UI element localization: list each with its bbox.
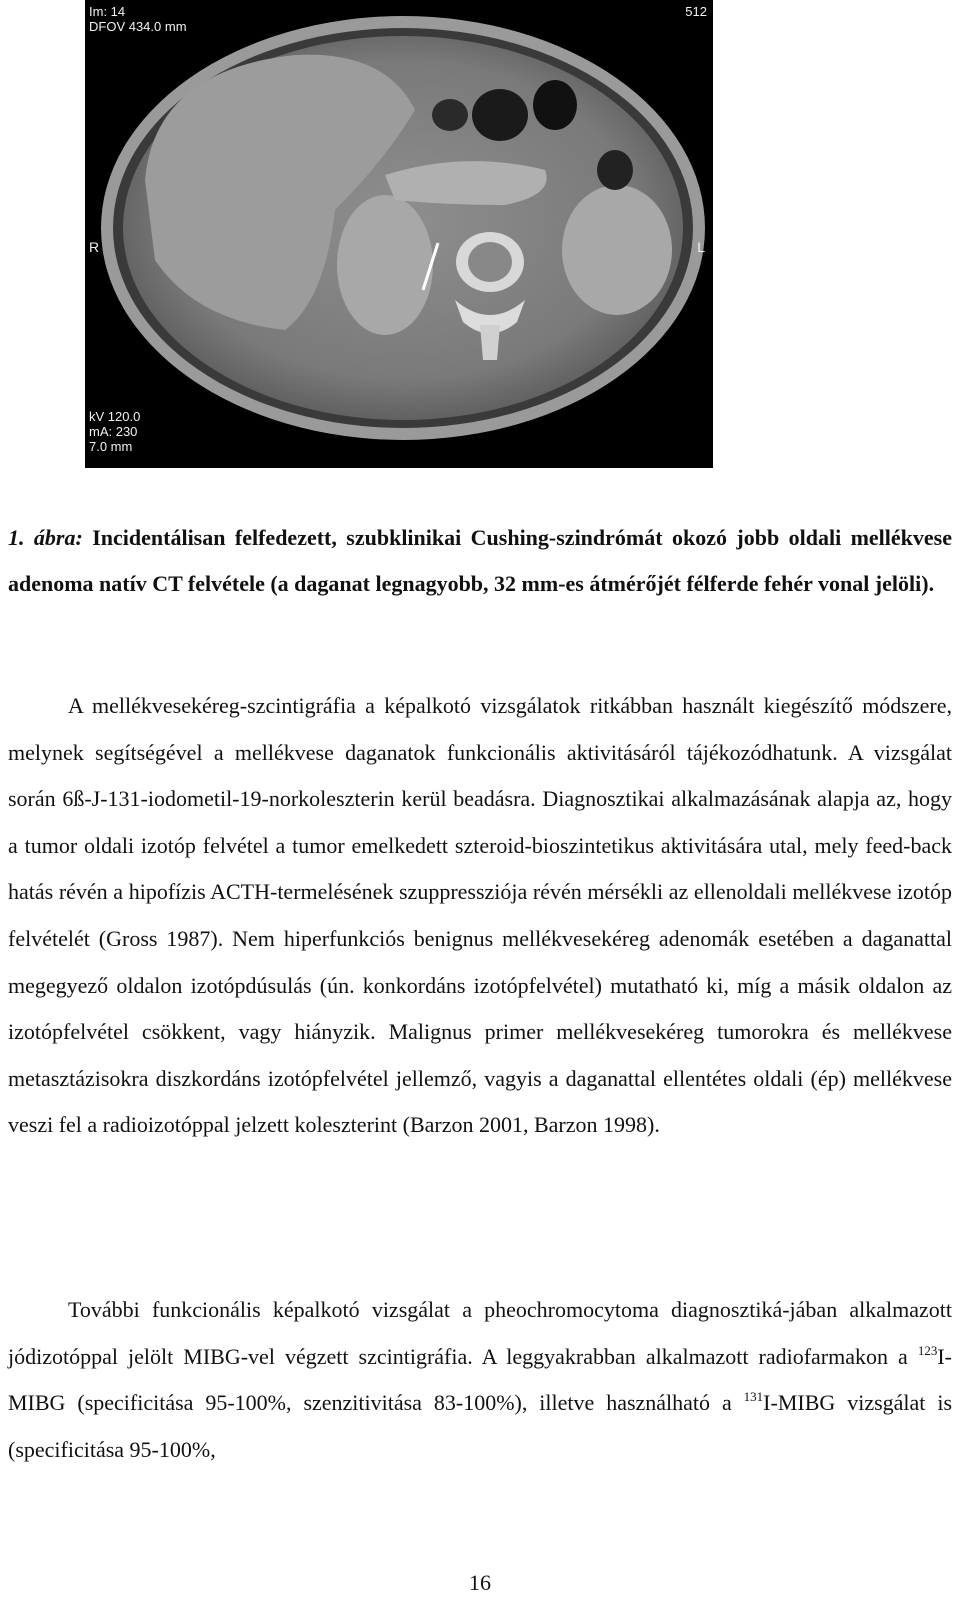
superscript-123: 123 (917, 1342, 938, 1358)
overlay-image-number: Im: 14 (89, 4, 126, 19)
figure-caption (8, 515, 952, 607)
ct-figure (85, 0, 713, 468)
overlay-kv: kV 120.0 (89, 409, 141, 424)
overlay-dfov: DFOV 434.0 mm (89, 19, 187, 34)
overlay-matrix: 512 (685, 4, 707, 19)
ct-scan-image (85, 0, 713, 468)
caption-label: 1. ábra: (8, 525, 83, 550)
overlay-right-marker: R (89, 239, 100, 255)
overlay-slice-thickness: 7.0 mm (89, 439, 133, 454)
paragraph-mibg-part-a: További funkcionális képalkotó vizsgálat a pheochromocytoma diagnosztiká-jában alkalmazott jódizotóppal jelölt MIBG-vel végzett szcintigráfia. A leggyakrabban alkalmazott radiofarmakon a (8, 1297, 952, 1369)
paragraph-mibg (8, 1287, 952, 1473)
superscript-131: 131 (743, 1389, 764, 1405)
caption-text: Incidentálisan felfedezett, szubklinikai Cushing-szindrómát okozó jobb oldali mellékvese adenoma natív CT felvétele (a daganat legnagyobb, 32 mm-es átmérőjét félferde fehér vonal jelöli). (8, 525, 952, 596)
paragraph-mibg-part-b: I-MIBG (specificitása 95-100%, szenzitivitása 83-100%), illetve használható a (8, 1343, 952, 1416)
page-number: 16 (469, 1570, 491, 1595)
overlay-ma: mA: 230 (89, 424, 138, 439)
paragraph-mibg-part-c: I-MIBG vizsgálat is (specificitása 95-100%, (8, 1390, 952, 1462)
overlay-top-left (89, 4, 187, 34)
overlay-left-marker: L (697, 239, 705, 255)
overlay-bottom-left (89, 409, 140, 454)
paragraph-scintigraphy: A mellékvesekéreg-szcintigráfia a képalkotó vizsgálatok ritkábban használt kiegészítő módszere, melynek segítségével a mellékvese daganatok funkcionális aktivitásáról tájékozódhatunk. A vizsgálat során 6ß-J-131-iodometil-19-norkoleszterin kerül beadásra. Diagnosztikai alkalmazásának alapja az, hogy a tumor oldali izotóp felvétel a tumor emelkedett szteroid-bioszintetikus aktivitására utal, mely feed-back hatás révén a hipofízis ACTH-termelésének szuppressziója révén mérsékli az ellenoldali mellékvese izotóp felvételét (Gross 1987). Nem hiperfunkciós benignus mellékvesekéreg adenomák esetében a daganattal megegyező oldalon izotópdúsulás (ún. konkordáns izotópfelvétel) mutatható ki, míg a másik oldalon az izotópfelvétel csökkent, vagy hiányzik. Malignus primer mellékvesekéreg tumorokra és mellékvese metasztázisokra diszkordáns izotópfelvétel jellemző, vagyis a daganattal ellentétes oldali (ép) mellékvese veszi fel a radioizotóppal jelzett koleszterint (Barzon 2001, Barzon 1998). (8, 693, 952, 1138)
